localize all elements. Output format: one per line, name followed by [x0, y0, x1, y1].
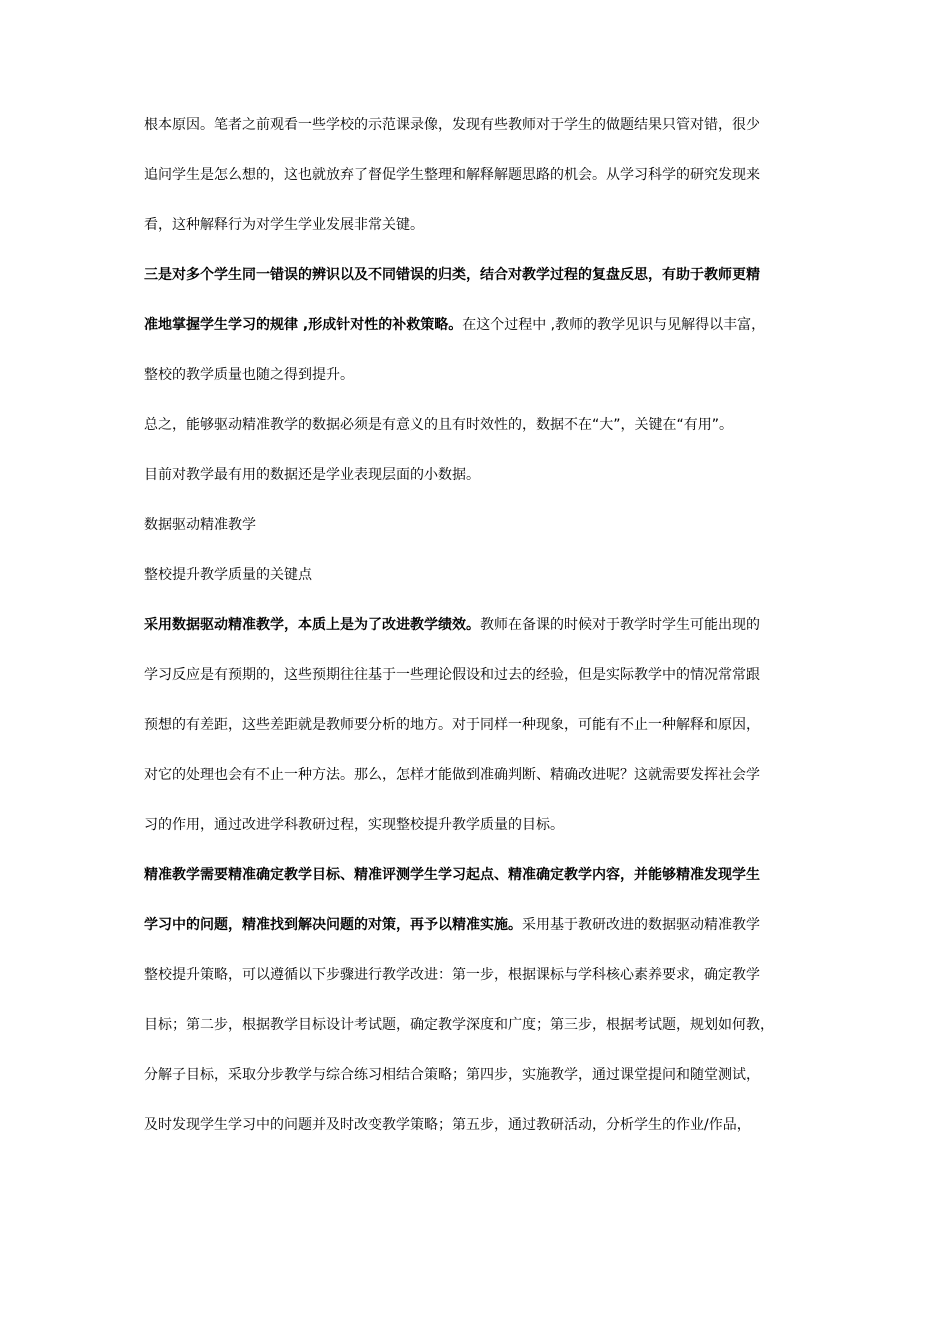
document-body	[144, 110, 824, 1160]
text-line	[144, 510, 824, 560]
text-segment: 教师在备课的时候对于教学时学生可能出现的	[480, 617, 760, 633]
text-segment: 整校提升教学质量的关键点	[144, 567, 312, 583]
text-line	[144, 260, 824, 310]
text-line	[144, 660, 824, 710]
text-segment: 整校提升策略，可以遵循以下步骤进行教学改进：第一步，根据课标与学科核心素养要求，确定教学	[144, 967, 760, 983]
text-line	[144, 1010, 824, 1060]
text-line	[144, 110, 824, 160]
bold-text-segment: 采用数据驱动精准教学，本质上是为了改进教学绩效。	[144, 617, 480, 633]
text-line	[144, 1110, 824, 1160]
bold-text-segment: 学习中的问题，精准找到解决问题的对策，再予以精准实施。	[144, 917, 522, 933]
text-segment: 整校的教学质量也随之得到提升。	[144, 367, 354, 383]
text-segment: 数据驱动精准教学	[144, 517, 256, 533]
text-line	[144, 210, 824, 260]
text-line	[144, 960, 824, 1010]
text-line	[144, 410, 824, 460]
text-segment: 根本原因。笔者之前观看一些学校的示范课录像，发现有些教师对于学生的做题结果只管对错，很少	[144, 117, 760, 133]
text-line	[144, 360, 824, 410]
text-segment: 学习反应是有预期的，这些预期往往基于一些理论假设和过去的经验，但是实际教学中的情况常常跟	[144, 667, 760, 683]
text-segment: 目标；第二步，根据教学目标设计考试题，确定教学深度和广度；第三步，根据考试题，规划如何教，	[144, 1017, 774, 1033]
text-line	[144, 610, 824, 660]
bold-text-segment: 精准教学需要精准确定教学目标、精准评测学生学习起点、精准确定教学内容，并能够精准发现学生	[144, 867, 760, 883]
text-segment: 对它的处理也会有不止一种方法。那么，怎样才能做到准确判断、精确改进呢？这就需要发挥社会学	[144, 767, 760, 783]
text-line	[144, 760, 824, 810]
text-line	[144, 460, 824, 510]
text-line	[144, 910, 824, 960]
text-segment: 目前对教学最有用的数据还是学业表现层面的小数据。	[144, 467, 480, 483]
bold-text-segment: 三是对多个学生同一错误的辨识以及不同错误的归类，结合对教学过程的复盘反思，有助于教师更精	[144, 267, 760, 283]
text-line	[144, 710, 824, 760]
text-segment: 分解子目标，采取分步教学与综合练习相结合策略；第四步，实施教学，通过课堂提问和随堂测试，	[144, 1067, 760, 1083]
text-segment: 在这个过程中 ,教师的教学见识与见解得以丰富，	[462, 317, 766, 333]
text-line	[144, 560, 824, 610]
text-line	[144, 160, 824, 210]
text-segment: 习的作用，通过改进学科教研过程，实现整校提升教学质量的目标。	[144, 817, 564, 833]
text-segment: 总之，能够驱动精准教学的数据必须是有意义的且有时效性的，数据不在“大”，关键在“有用”。	[144, 417, 734, 433]
text-line	[144, 1060, 824, 1110]
text-segment: 预想的有差距，这些差距就是教师要分析的地方。对于同样一种现象，可能有不止一种解释和原因，	[144, 717, 760, 733]
text-segment: 看，这种解释行为对学生学业发展非常关键。	[144, 217, 424, 233]
text-line	[144, 860, 824, 910]
text-segment: 及时发现学生学习中的问题并及时改变教学策略；第五步，通过教研活动，分析学生的作业/作品，	[144, 1117, 751, 1133]
text-line	[144, 810, 824, 860]
bold-text-segment: 准地掌握学生学习的规律 ,形成针对性的补救策略。	[144, 317, 463, 333]
text-segment: 追问学生是怎么想的，这也就放弃了督促学生整理和解释解题思路的机会。从学习科学的研究发现来	[144, 167, 760, 183]
text-segment: 采用基于教研改进的数据驱动精准教学	[522, 917, 760, 933]
text-line	[144, 310, 824, 360]
